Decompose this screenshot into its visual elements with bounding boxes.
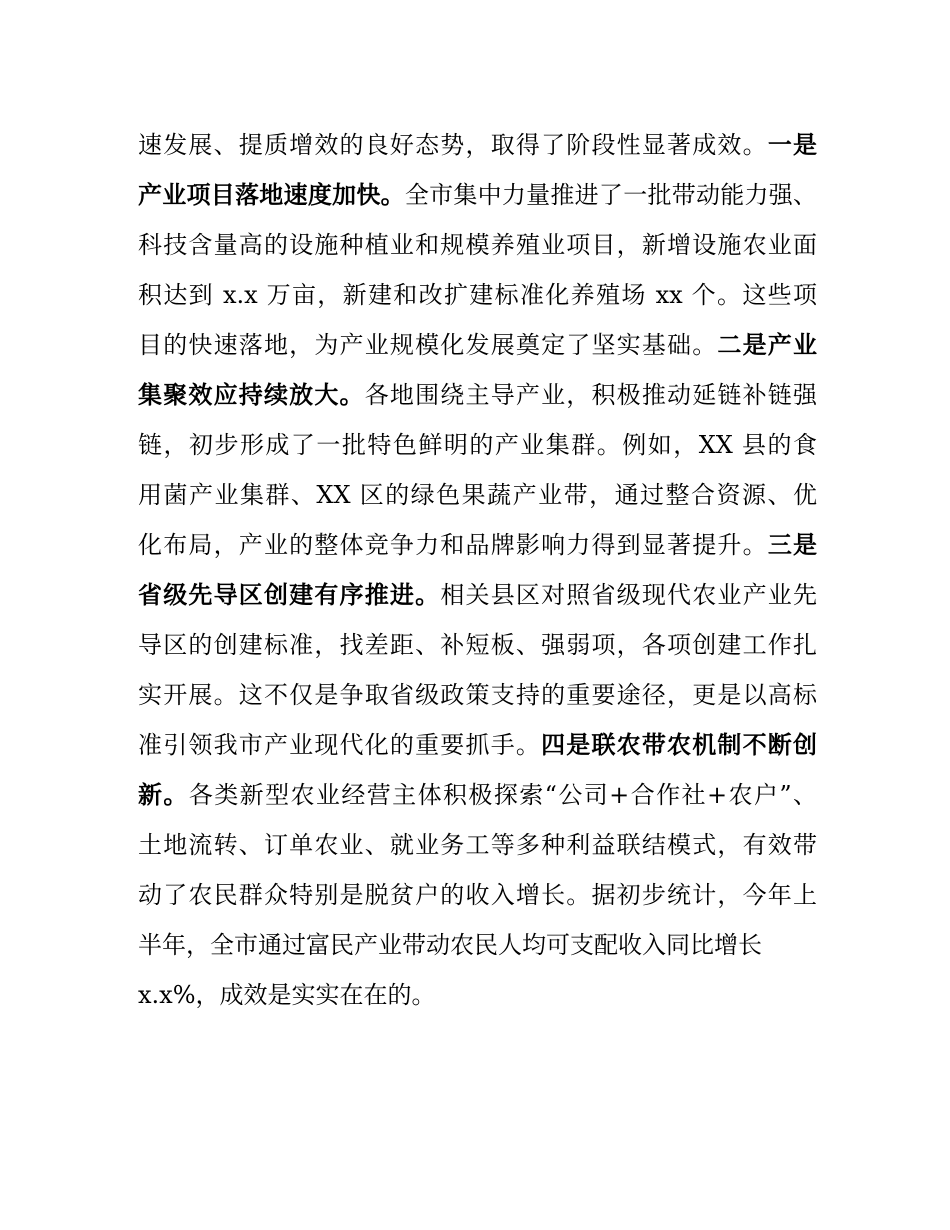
body-text: 全市集中力量推进了一批带动能力强、 <box>404 181 817 209</box>
body-text: 速发展、提质增效的良好态势，取得了阶段性显著成效。 <box>138 131 768 159</box>
document-body-text <box>138 120 817 1020</box>
body-text: 各地围绕主导产业，积极推动延链补链强 <box>364 381 817 409</box>
body-text: 导区的创建标准，找差距、补短板、强弱项，各项创建工作扎 <box>138 631 817 659</box>
bold-heading-text: 新。 <box>138 781 189 809</box>
bold-heading-text: 一是 <box>767 131 817 159</box>
text-line <box>138 420 817 470</box>
bold-heading-text: 省级先导区创建有序推进。 <box>138 581 441 609</box>
body-text: 土地流转、订单农业、就业务工等多种利益联结模式，有效带 <box>138 831 817 859</box>
bold-heading-text: 产业项目落地速度加快。 <box>138 181 405 209</box>
text-line <box>138 820 817 870</box>
text-line <box>138 170 817 220</box>
text-line <box>138 870 817 920</box>
body-text: 积达到 x.x 万亩，新建和改扩建标准化养殖场 xx 个。这些项 <box>138 281 817 309</box>
text-line <box>138 370 817 420</box>
bold-heading-text: 二是产业 <box>717 331 817 359</box>
body-text: 链，初步形成了一批特色鲜明的产业集群。例如，XX 县的食 <box>138 431 817 459</box>
text-line <box>138 120 817 170</box>
text-line <box>138 220 817 270</box>
text-line <box>138 670 817 720</box>
bold-heading-text: 集聚效应持续放大。 <box>138 381 365 409</box>
text-line <box>138 720 817 770</box>
text-line <box>138 920 817 970</box>
body-text: 科技含量高的设施种植业和规模养殖业项目，新增设施农业面 <box>138 231 817 259</box>
body-text: 用菌产业集群、XX 区的绿色果蔬产业带，通过整合资源、优 <box>138 481 817 509</box>
text-line <box>138 470 817 520</box>
body-text: 实开展。这不仅是争取省级政策支持的重要途径，更是以高标 <box>138 681 817 709</box>
text-line <box>138 270 817 320</box>
text-line <box>138 570 817 620</box>
body-text: 各类新型农业经营主体积极探索“公司+合作社+农户”、 <box>188 781 817 809</box>
body-text: 动了农民群众特别是脱贫户的收入增长。据初步统计，今年上 <box>138 881 817 909</box>
bold-heading-text: 四是联农带农机制不断创 <box>541 731 817 759</box>
bold-heading-text: 三是 <box>767 531 817 559</box>
body-text: 化布局，产业的整体竞争力和品牌影响力得到显著提升。 <box>138 531 768 559</box>
text-line <box>138 520 817 570</box>
text-line <box>138 770 817 820</box>
body-text: 目的快速落地，为产业规模化发展奠定了坚实基础。 <box>138 331 718 359</box>
body-text: 相关县区对照省级现代农业产业先 <box>440 581 817 609</box>
text-line <box>138 620 817 670</box>
text-line <box>138 320 817 370</box>
body-text: 准引领我市产业现代化的重要抓手。 <box>138 731 542 759</box>
body-text: 半年，全市通过富民产业带动农民人均可支配收入同比增长 <box>138 931 762 959</box>
text-line <box>138 970 817 1020</box>
body-text: x.x%，成效是实实在在的。 <box>138 981 436 1009</box>
